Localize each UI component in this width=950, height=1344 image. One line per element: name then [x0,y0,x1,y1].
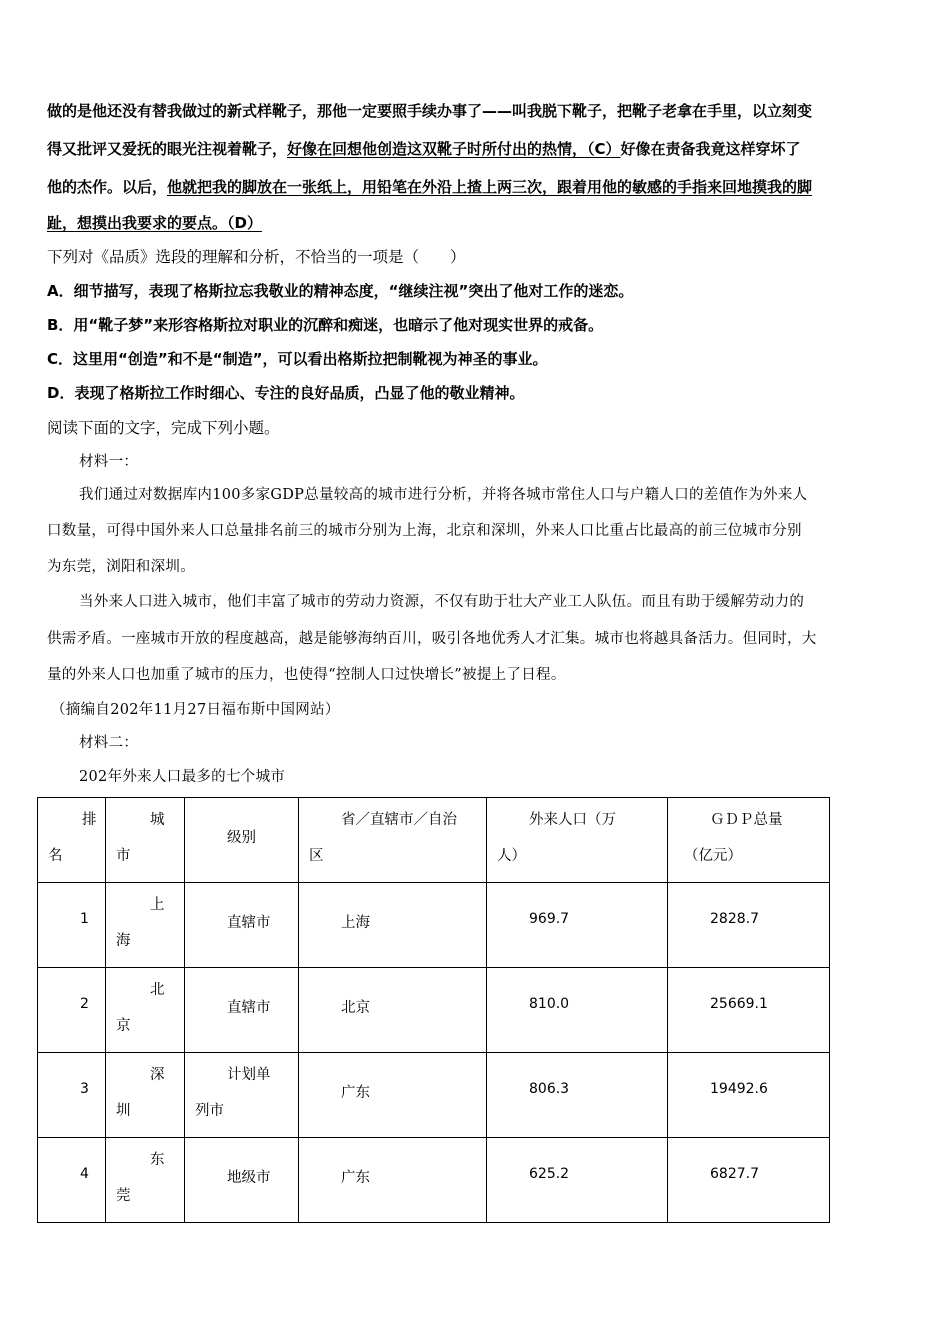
passage-line-1: 做的是他还没有替我做过的新式样靴子，那他一定要照手续办事了——叫我脱下靴子，把靴子老拿在手里，以立刻变 [47,102,813,120]
material2-label: 材料二： [79,735,139,751]
cell-city-b: 海 [116,933,131,949]
cell-city-a: 东 [150,1152,165,1168]
cell-city-a: 深 [150,1067,165,1083]
table-row [38,1138,830,1223]
cell-rank: 3 [80,1081,89,1097]
cell-province: 广东 [341,1085,370,1101]
header-city: 城 市 [116,812,165,864]
cell-city-a: 北 [150,982,165,998]
table-row [38,1053,830,1138]
header-level: 级别 [227,830,256,846]
cell-migrant: 810.0 [529,996,570,1012]
passage-line-4 [47,213,262,233]
cell-city-b: 京 [116,1018,131,1034]
material1-p2-line1: 当外来人口进入城市，他们丰富了城市的劳动力资源，不仅有助于壮大产业工人队伍。而且有助于缓解劳动力的 [79,594,805,610]
material1-p1-line3: 为东莞，浏阳和深圳。 [47,559,195,575]
table-row [38,883,830,968]
header-rank: 排 名 [48,812,97,864]
cell-migrant: 625.2 [529,1166,570,1182]
cell-gdp: 2828.7 [710,911,759,927]
option-b: B．用“靴子梦”来形容格斯拉对职业的沉醉和痴迷，也暗示了他对现实世界的戒备。 [47,316,604,334]
passage-line-4-underlined: 趾，想摸出我要求的要点。（D） [47,214,262,232]
material1-source: （摘编自202年11月27日福布斯中国网站） [51,702,340,718]
cell-gdp: 19492.6 [710,1081,768,1097]
cell-city-a: 上 [150,897,165,913]
option-c: C．这里用“创造”和不是“制造”，可以看出格斯拉把制靴视为神圣的事业。 [47,350,548,368]
cell-gdp: 6827.7 [710,1166,759,1182]
cell-level-b: 列市 [195,1103,224,1119]
reading-intro: 阅读下面的文字，完成下列小题。 [47,419,280,437]
passage-line-2-underlined: 好像在回想他创造这双靴子时所付出的热情，（C） [287,140,621,158]
cell-migrant: 969.7 [529,911,570,927]
material1-p1-line2: 口数量，可得中国外来人口总量排名前三的城市分别为上海，北京和深圳，外来人口比重占比最高的前三位城市分别 [47,523,802,539]
table-title: 202年外来人口最多的七个城市 [79,769,286,785]
table-header-row [38,798,830,883]
cell-level: 直辖市 [227,915,271,931]
material1-p2-line3: 量的外来人口也加重了城市的压力，也使得“控制人口过快增长”被提上了日程。 [47,667,566,683]
cell-level: 地级市 [227,1170,271,1186]
option-a: A．细节描写，表现了格斯拉忘我敬业的精神态度，“继续注视”突出了他对工作的迷恋。 [47,282,634,300]
cell-city-b: 莞 [116,1188,131,1204]
passage-line-2-tail: 好像在责备我竟这样穿坏了 [620,140,801,158]
cell-rank: 2 [80,996,89,1012]
cell-province: 上海 [341,915,370,931]
material1-p1-line1: 我们通过对数据库内100多家GDP总量较高的城市进行分析，并将各城市常住人口与户籍人口的差值作为外来人 [79,487,808,503]
header-province: 省／直辖市／自治 区 [309,812,457,864]
question-stem: 下列对《品质》选段的理解和分析，不恰当的一项是（ ） [47,248,466,266]
cell-rank: 1 [80,911,89,927]
material1-label: 材料一： [79,454,139,470]
table-row [38,968,830,1053]
cell-gdp: 25669.1 [710,996,768,1012]
passage-line-2-plain: 得又批评又爱抚的眼光注视着靴子， [47,140,288,158]
cell-city-b: 圳 [116,1103,131,1119]
cell-level: 计划单 [227,1067,271,1083]
cell-province: 北京 [341,1000,370,1016]
cell-rank: 4 [80,1166,89,1182]
passage-line-2 [47,139,801,159]
passage-line-3 [47,177,812,197]
passage-line-3-underlined: 他就把我的脚放在一张纸上，用铅笔在外沿上揸上两三次，跟着用他的敏感的手指来回地摸我的脚 [167,178,813,196]
passage-line-3-plain: 他的杰作。以后， [47,178,168,196]
cell-province: 广东 [341,1170,370,1186]
option-d: D．表现了格斯拉工作时细心、专注的良好品质，凸显了他的敬业精神。 [47,384,525,402]
header-migrant: 外来人口（万 人） [497,812,616,864]
migrant-population-table [37,797,830,1223]
header-gdp: ＧＤＰ总量 （亿元） [684,812,783,864]
material1-p2-line2: 供需矛盾。一座城市开放的程度越高，越是能够海纳百川，吸引各地优秀人才汇集。城市也将越具备活力。但同时，大 [47,631,817,647]
cell-level: 直辖市 [227,1000,271,1016]
cell-migrant: 806.3 [529,1081,570,1097]
